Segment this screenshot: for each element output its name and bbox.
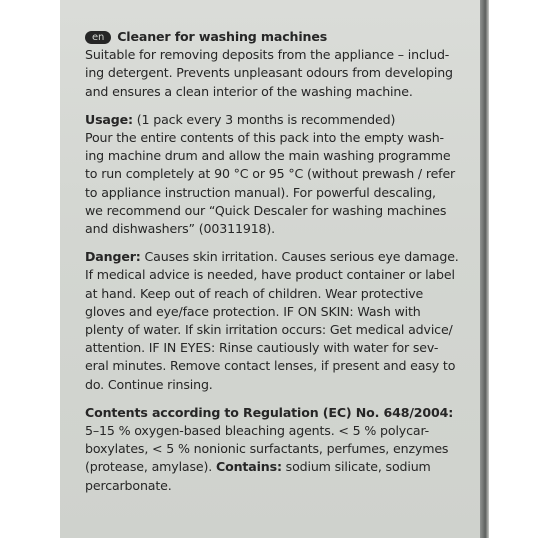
danger-section xyxy=(85,248,477,394)
danger-line: gloves and eye/face protection. IF ON SKIN: Wash with xyxy=(85,303,421,319)
contents-line: 5–15 % oxygen-based bleaching agents. < 5 % polycar- xyxy=(85,423,430,439)
danger-line: at hand. Keep out of reach of children. Wear protective xyxy=(85,285,424,301)
usage-heading: Usage: xyxy=(85,111,133,127)
description-line: ing detergent. Prevents unpleasant odours from developing xyxy=(85,65,453,81)
usage-line: Pour the entire contents of this pack into the empty wash- xyxy=(85,130,444,146)
contains-label: Contains: xyxy=(215,459,282,475)
usage-line: we recommend our “Quick Descaler for washing machines xyxy=(85,202,447,218)
contents-enzymes: (protease, amylase). xyxy=(85,459,213,475)
danger-line: attention. IF IN EYES: Rinse cautiously with water for sev- xyxy=(85,340,439,356)
description xyxy=(85,46,477,101)
language-badge: en xyxy=(85,31,111,44)
label-text xyxy=(85,28,477,495)
danger-line: plenty of water. If skin irritation occurs: Get medical advice/ xyxy=(85,322,453,338)
usage-first-line xyxy=(85,111,477,129)
usage-line: and dishwashers” (00311918). xyxy=(85,221,276,237)
contents-line: boxylates, < 5 % nonionic surfactants, perfumes, enzymes xyxy=(85,441,449,457)
title-row xyxy=(85,28,477,46)
danger-line: If medical advice is needed, have product container or label xyxy=(85,267,455,283)
danger-line: do. Continue rinsing. xyxy=(85,376,213,392)
product-title: Cleaner for washing machines xyxy=(117,29,328,44)
usage-line: ing machine drum and allow the main washing programme xyxy=(85,148,451,164)
danger-heading: Danger: xyxy=(85,249,141,265)
usage-section xyxy=(85,111,477,238)
contains-value: sodium silicate, sodium xyxy=(281,459,431,475)
contents-heading: Contents according to Regulation (EC) No. 648/2004: xyxy=(85,404,454,420)
description-line: Suitable for removing deposits from the appliance – includ- xyxy=(85,47,450,63)
usage-line: to run completely at 90 °C or 95 °C (without prewash / refer xyxy=(85,166,456,182)
contents-section xyxy=(85,404,477,495)
package-edge xyxy=(480,0,489,538)
usage-line: to appliance instruction manual). For powerful descaling, xyxy=(85,184,436,200)
contents-final-line: percarbonate. xyxy=(85,477,172,493)
contents-line-with-contains xyxy=(85,458,477,476)
usage-recommendation: (1 pack every 3 months is recommended) xyxy=(132,111,396,127)
danger-statement: Causes skin irritation. Causes serious eye damage. xyxy=(140,249,459,265)
description-line: and ensures a clean interior of the washing machine. xyxy=(85,83,413,99)
danger-first-line xyxy=(85,248,477,266)
danger-line: eral minutes. Remove contact lenses, if present and easy to xyxy=(85,358,456,374)
